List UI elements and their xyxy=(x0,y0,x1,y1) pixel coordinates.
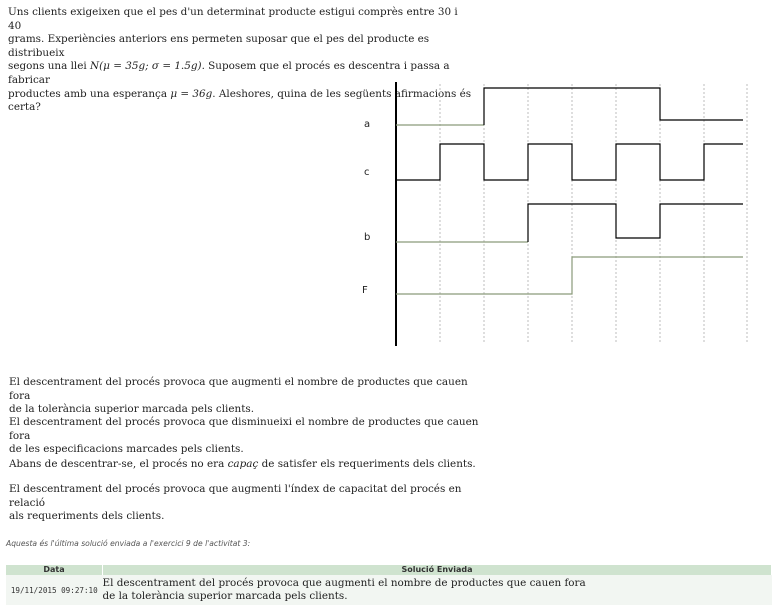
question-line-3-post: . Suposem que el procés es descentra i passa a fabricar xyxy=(8,60,450,86)
option-1[interactable] xyxy=(9,376,479,417)
signal-c xyxy=(364,144,743,180)
option-2-line-1: El descentrament del procés provoca que disminueixi el nombre de productes que cauen fora xyxy=(9,416,479,442)
signal-f-trace xyxy=(396,257,743,294)
option-1-line-2: de la tolerància superior marcada pels clients. xyxy=(9,403,255,416)
signal-b-trace xyxy=(528,204,743,242)
option-4-line-1: El descentrament del procés provoca que augmenti l'índex de capacitat del procés en relació xyxy=(9,483,462,509)
question-line-4-post: . Aleshores, quina de les següents afirmacions és xyxy=(212,87,472,100)
submitted-answer xyxy=(103,575,772,605)
option-3-italic: capaç xyxy=(227,458,259,470)
signal-b-label: b xyxy=(364,232,371,243)
signal-c-label: c xyxy=(364,167,370,178)
question-line-5: certa? xyxy=(8,101,41,114)
question-line-1: Uns clients exigeixen que el pes d'un determinat producte estigui comprès entre 30 i 40 xyxy=(8,6,458,32)
signal-b xyxy=(364,204,743,243)
option-3-pre: Abans de descentrar-se, el procés no era xyxy=(9,458,228,470)
question-line-2: grams. Experiències anteriors ens permeten suposar que el pes del producte es distribueix xyxy=(8,33,430,59)
option-4-line-2: als requeriments dels clients. xyxy=(9,510,165,523)
grid-lines xyxy=(440,84,747,344)
option-3[interactable] xyxy=(9,458,479,472)
waveform-diagram xyxy=(350,78,750,350)
option-3-post: de satisfer els requeriments dels clients. xyxy=(258,458,476,470)
option-1-line-1: El descentrament del procés provoca que augmenti el nombre de productes que cauen fora xyxy=(9,376,468,402)
submission-date: 19/11/2015 09:27:10 xyxy=(6,575,103,605)
signal-a xyxy=(364,88,743,130)
option-2[interactable] xyxy=(9,416,479,457)
submitted-solution-table xyxy=(6,565,772,605)
option-4[interactable] xyxy=(9,483,479,524)
table-header-row xyxy=(6,565,772,575)
signal-a-label: a xyxy=(364,119,371,130)
signal-f xyxy=(362,257,743,296)
option-2-line-2: de les especificacions marcades pels clients. xyxy=(9,443,244,456)
submitted-answer-line-1: El descentrament del procés provoca que augmenti el nombre de productes que cauen fora xyxy=(102,577,586,589)
last-submission-note: Aquesta és l'última solució enviada a l'exercici 9 de l'activitat 3: xyxy=(6,539,251,548)
question-line-4-pre: productes amb una esperança xyxy=(8,87,171,100)
distribution-formula: N(μ = 35g; σ = 1.5g) xyxy=(90,60,202,73)
column-header-solution: Solució Enviada xyxy=(103,565,772,575)
column-header-date: Data xyxy=(6,565,103,575)
signal-c-trace xyxy=(396,144,743,180)
table-row xyxy=(6,575,772,605)
mean-formula: μ = 36g xyxy=(170,87,213,100)
signal-f-label: F xyxy=(362,285,368,296)
question-line-3-pre: segons una llei xyxy=(8,60,91,73)
submitted-answer-line-2: de la tolerància superior marcada pels clients. xyxy=(102,590,348,602)
